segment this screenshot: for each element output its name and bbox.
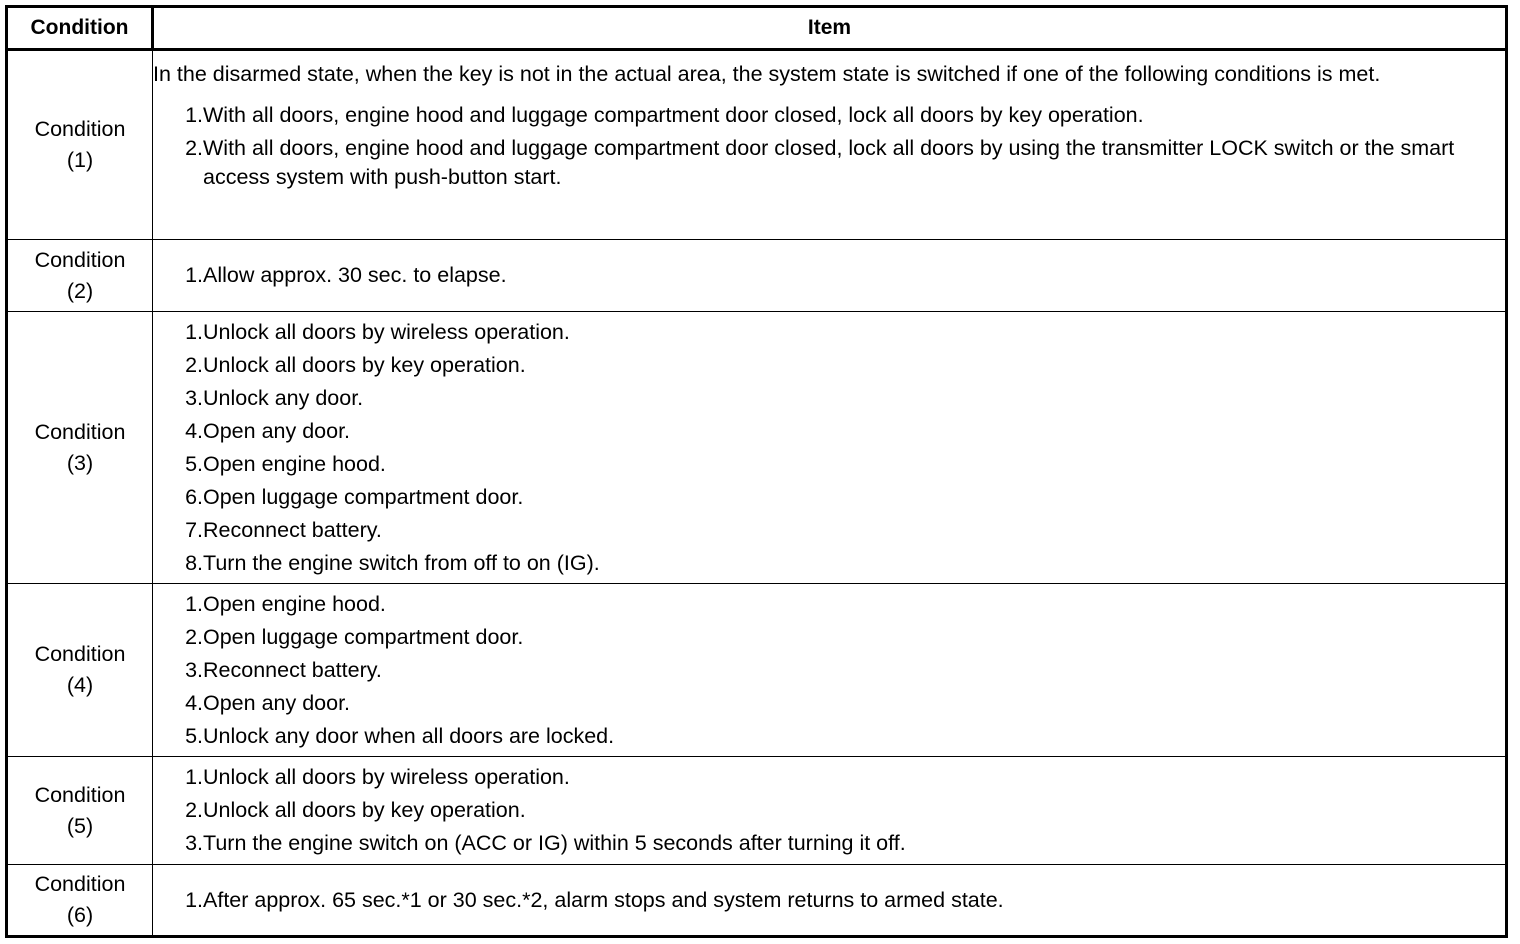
condition-number: (3)	[66, 450, 94, 475]
step-number: 1.	[185, 591, 203, 616]
table-row	[7, 584, 1507, 757]
step-number: 2.	[185, 352, 203, 377]
item-cell	[153, 584, 1507, 757]
item-cell	[153, 50, 1507, 240]
step-number: 3.	[185, 385, 203, 410]
condition-number: (4)	[66, 673, 94, 697]
step-number: 5.	[185, 451, 203, 476]
table-row	[7, 240, 1507, 312]
step-text: Reconnect battery.	[203, 657, 382, 682]
intro-text: In the disarmed state, when the key is not in the actual area, the system state is switched if one of the following conditions is met.	[153, 62, 1381, 86]
step-number: 3.	[185, 831, 203, 855]
list-item	[153, 417, 1505, 446]
step-text: Open luggage compartment door.	[203, 624, 524, 649]
condition-cell	[7, 50, 153, 240]
step-list	[153, 886, 1505, 915]
list-item	[153, 351, 1505, 380]
item-cell	[153, 757, 1507, 865]
condition-number: (5)	[66, 813, 94, 838]
step-number: 5.	[185, 723, 203, 748]
step-text: With all doors, engine hood and luggage compartment door closed, lock all doors by using the transmitter LOCK switch or the smart access system with push-button start.	[203, 136, 1455, 189]
step-number: 6.	[185, 484, 203, 509]
condition-cell	[7, 757, 153, 865]
step-number: 1.	[185, 765, 203, 789]
step-text: After approx. 65 sec.*1 or 30 sec.*2, alarm stops and system returns to armed state.	[203, 887, 1004, 912]
step-number: 4.	[185, 418, 203, 443]
list-item	[153, 450, 1505, 479]
list-item	[153, 689, 1505, 718]
step-number: 2.	[185, 624, 203, 649]
step-number: 2.	[185, 798, 203, 822]
list-item	[153, 516, 1505, 545]
condition-number: (2)	[66, 278, 94, 303]
condition-cell	[7, 240, 153, 312]
item-cell	[153, 312, 1507, 584]
step-text: Turn the engine switch on (ACC or IG) within 5 seconds after turning it off.	[203, 831, 906, 855]
step-number: 1.	[185, 887, 203, 912]
condition-cell	[7, 312, 153, 584]
step-number: 4.	[185, 690, 203, 715]
condition-label: Condition	[34, 247, 126, 272]
step-text: Open any door.	[203, 690, 351, 715]
step-number: 7.	[185, 517, 203, 542]
condition-table	[5, 5, 1508, 938]
step-list	[153, 763, 1505, 858]
header-item: Item	[153, 7, 1507, 50]
condition-cell	[7, 584, 153, 757]
step-number: 1.	[185, 103, 203, 127]
condition-label: Condition	[34, 117, 126, 141]
condition-number: (1)	[66, 148, 94, 172]
step-text: Open any door.	[203, 418, 351, 443]
step-text: Open engine hood.	[203, 451, 386, 476]
step-text: Allow approx. 30 sec. to elapse.	[203, 263, 507, 287]
step-list	[153, 590, 1505, 751]
step-text: Unlock all doors by wireless operation.	[203, 319, 570, 344]
step-number: 1.	[185, 319, 203, 344]
step-text: Unlock any door when all doors are locked.	[203, 723, 615, 748]
step-list	[153, 318, 1505, 578]
step-text: Open luggage compartment door.	[203, 484, 524, 509]
list-item	[153, 549, 1505, 578]
table-row	[7, 865, 1507, 937]
header-condition: Condition	[7, 7, 153, 50]
step-text: Unlock all doors by wireless operation.	[203, 765, 570, 789]
list-item	[153, 829, 1505, 858]
list-item	[153, 796, 1505, 825]
list-item	[153, 261, 1505, 290]
step-number: 8.	[185, 550, 203, 575]
list-item	[153, 384, 1505, 413]
step-text: Turn the engine switch from off to on (IG).	[203, 550, 600, 575]
step-text: Open engine hood.	[203, 591, 386, 616]
condition-cell	[7, 865, 153, 937]
table-row	[7, 312, 1507, 584]
step-list	[153, 261, 1505, 290]
table-row	[7, 757, 1507, 865]
table-header-row	[7, 7, 1507, 50]
condition-label: Condition	[34, 642, 126, 666]
list-item	[153, 656, 1505, 685]
step-text: Reconnect battery.	[203, 517, 382, 542]
condition-number: (6)	[66, 903, 94, 927]
list-item	[153, 483, 1505, 512]
step-text: Unlock all doors by key operation.	[203, 352, 526, 377]
list-item	[153, 722, 1505, 751]
step-number: 1.	[185, 263, 203, 287]
step-number: 2.	[185, 136, 203, 160]
step-list	[153, 101, 1505, 192]
condition-label: Condition	[34, 419, 126, 444]
list-item	[153, 134, 1505, 192]
step-number: 3.	[185, 657, 203, 682]
list-item	[153, 590, 1505, 619]
condition-label: Condition	[34, 872, 126, 896]
step-text: Unlock all doors by key operation.	[203, 798, 526, 822]
list-item	[153, 101, 1505, 130]
step-text: Unlock any door.	[203, 385, 364, 410]
list-item	[153, 763, 1505, 792]
list-item	[153, 623, 1505, 652]
list-item	[153, 886, 1505, 915]
table-row	[7, 50, 1507, 240]
step-text: With all doors, engine hood and luggage compartment door closed, lock all doors by key operation.	[203, 103, 1144, 127]
item-cell	[153, 865, 1507, 937]
item-cell	[153, 240, 1507, 312]
condition-label: Condition	[34, 782, 126, 807]
list-item	[153, 318, 1505, 347]
